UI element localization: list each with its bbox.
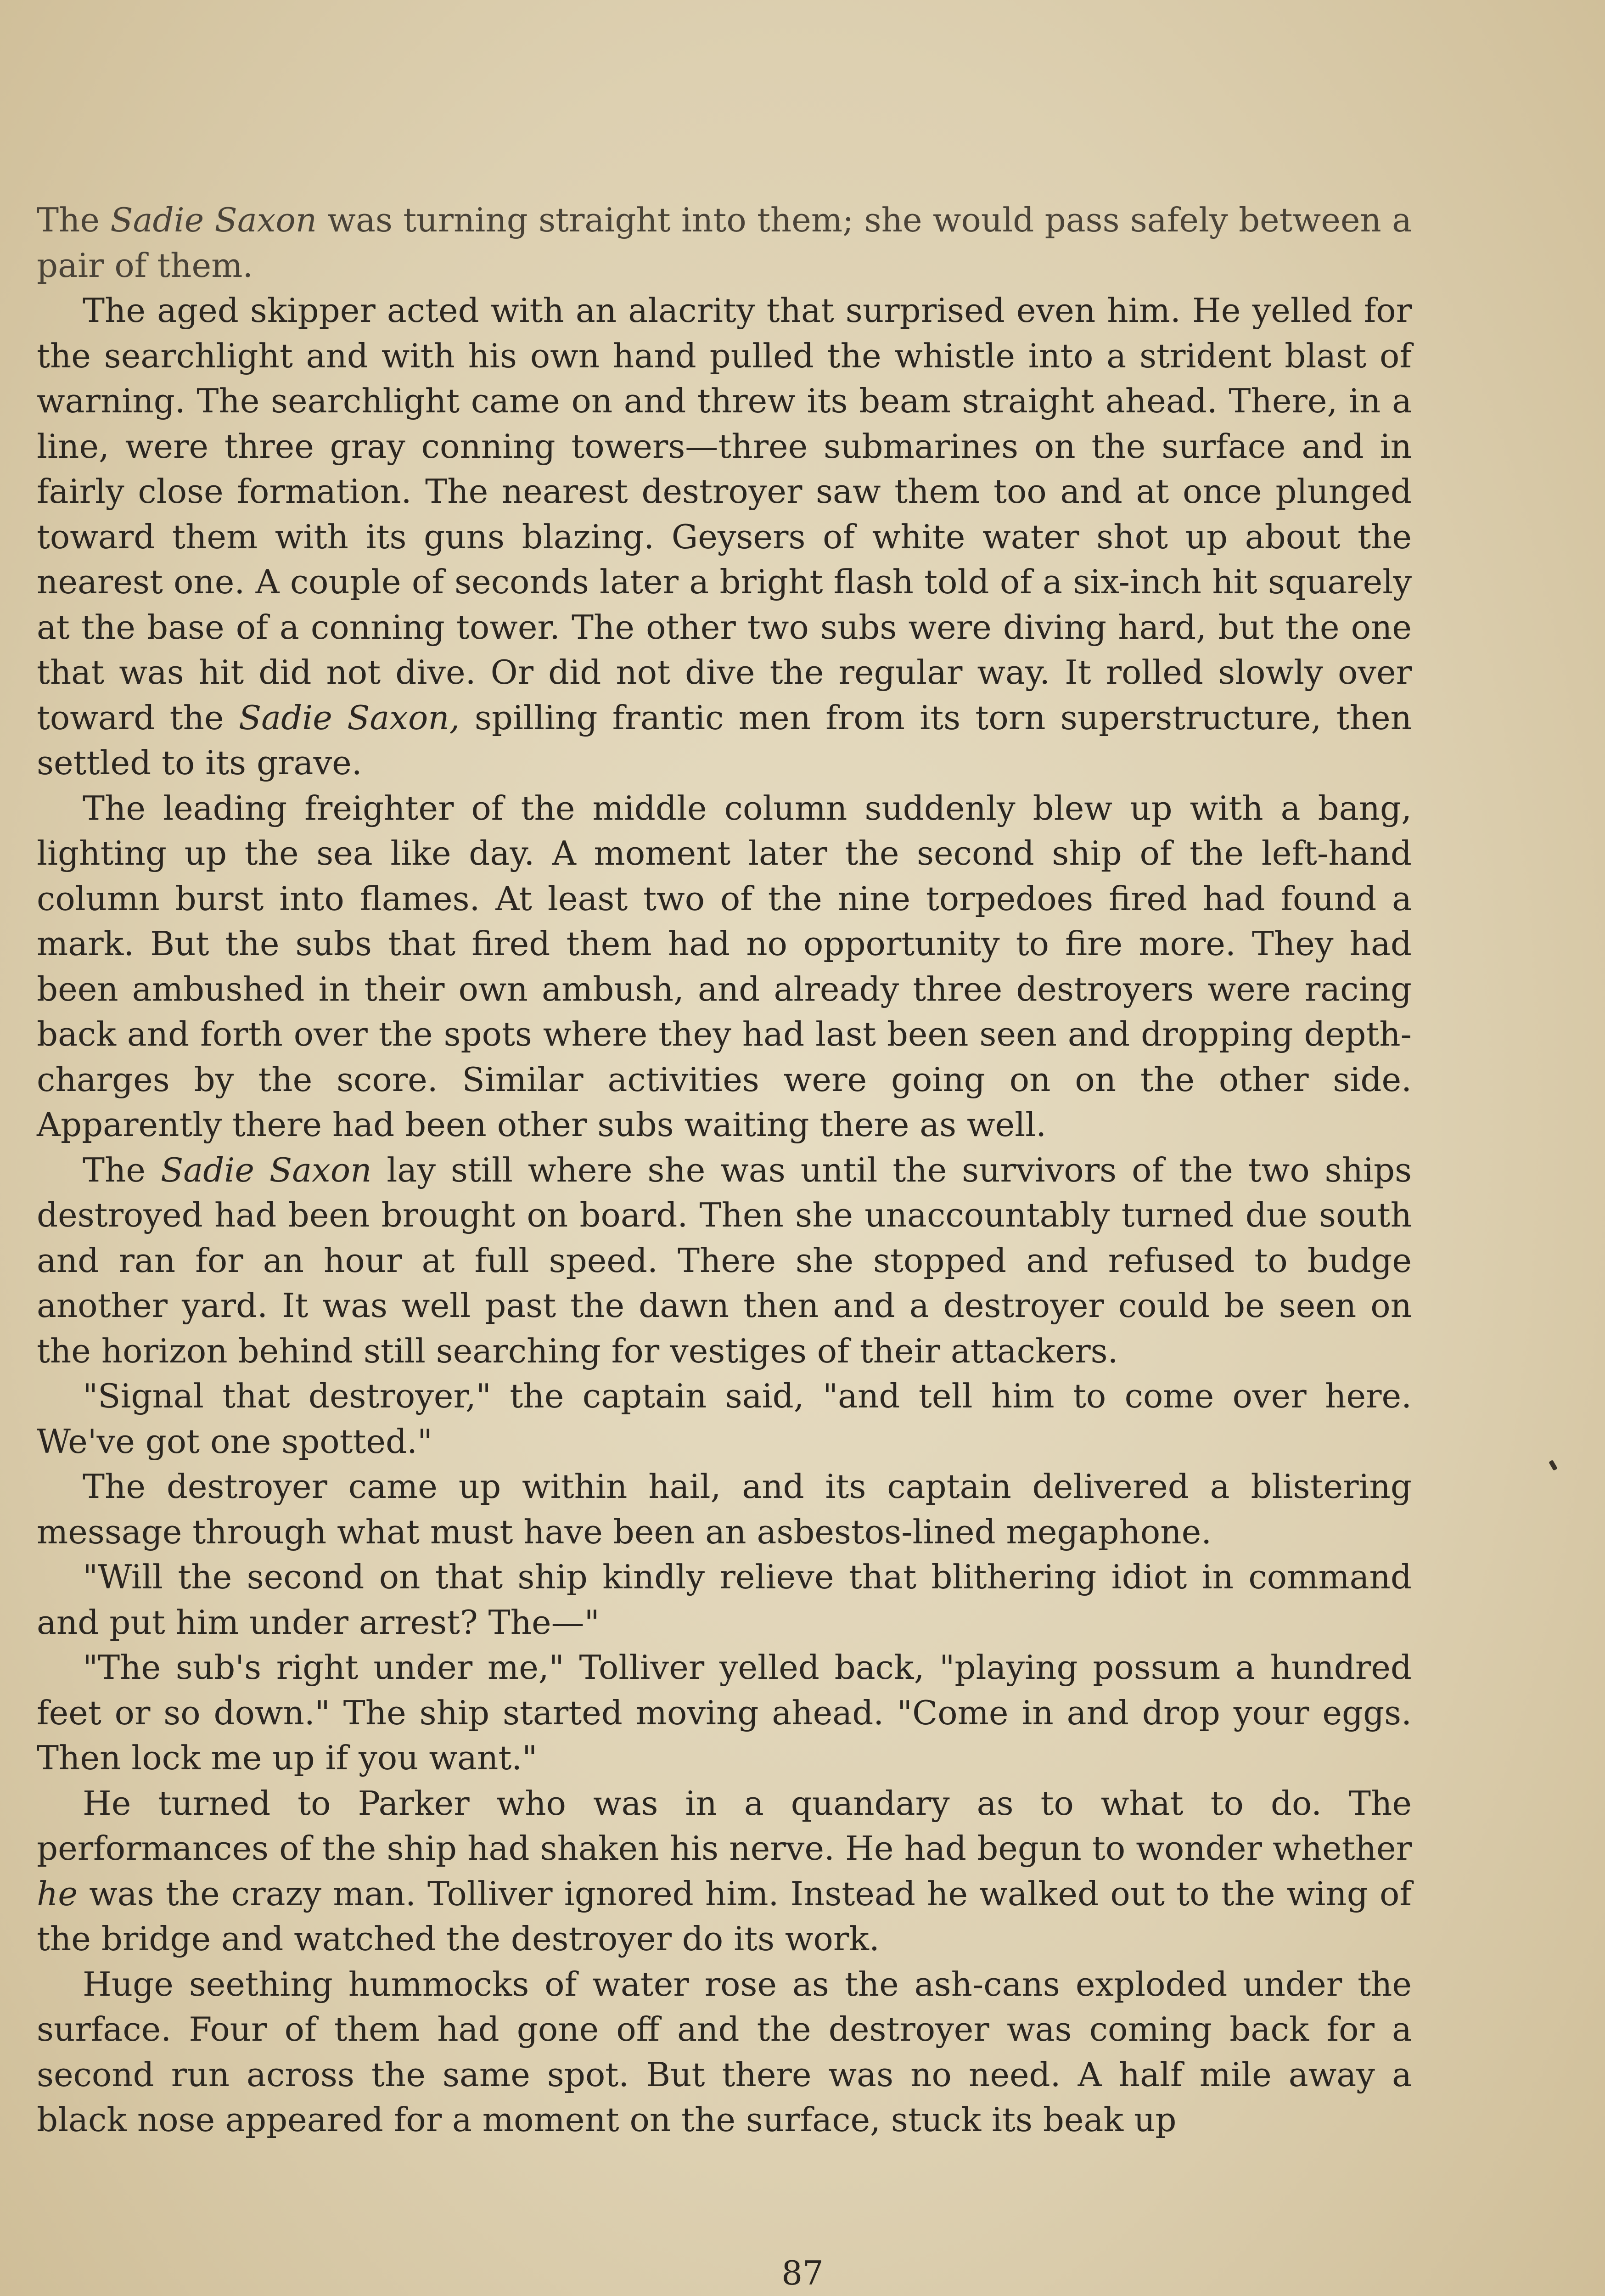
text-run: "Will the second on that ship kindly relieve that blithering idiot in command and put him under arrest? The—" [37,1558,1412,1642]
italic-text: Sadie Saxon, [238,698,460,737]
paragraph [37,1148,1412,1374]
paragraph [37,1373,1412,1464]
text-run: "The sub's right under me," Tolliver yelled back, "playing possum a hundred feet or so down." The ship started moving ahead. "Come in and drop your eggs. Then lock me up if you want." [37,1648,1412,1777]
text-run: "Signal that destroyer," the captain said, "and tell him to come over here. We've got one spotted." [37,1377,1412,1461]
paragraph [37,1962,1412,2143]
text-run: was turning straight into them; she would pass safely between a pair of them. [37,201,1412,285]
paragraph [37,1781,1412,1962]
paragraph [37,197,1412,288]
italic-text: he [37,1874,78,1913]
text-run: was the crazy man. Tolliver ignored him. Instead he walked out to the wing of the bridge and watched the destroyer do its work. [37,1874,1412,1958]
text-run: spilling frantic men from its torn superstructure, then settled to its grave. [37,698,1412,782]
paragraph [37,1554,1412,1645]
body-text [37,197,1412,2143]
page-number: 87 [781,2254,824,2292]
text-run: The leading freighter of the middle column suddenly blew up with a bang, lighting up the sea like day. A moment later the second ship of the left-hand column burst into flames. At least two of the nine torpedoes fired had found a mark. But the subs that fired them had no opportunity to fire more. They had been ambushed in their own ambush, and already three destroyers were racing back and forth over the spots where they had last been seen and dropping depth-charges by the score. Similar activities were going on on the other side. Apparently there had been other subs waiting there as well. [37,788,1412,1144]
paragraph [37,1645,1412,1781]
italic-text: Sadie Saxon [160,1150,372,1189]
paragraph [37,288,1412,786]
text-run: The [83,1150,161,1189]
italic-text: Sadie Saxon [110,201,317,239]
paragraph [37,1464,1412,1554]
text-run: lay still where she was until the survivors of the two ships destroyed had been brought on board. Then she unaccountably turned due south and ran for an hour at full speed. There she stopped and refused to budge another yard. It was well past the dawn then and a destroyer could be seen on the horizon behind still searching for vestiges of their attackers. [37,1150,1412,1370]
text-run: The aged skipper acted with an alacrity that surprised even him. He yelled for the searchlight and with his own hand pulled the whistle into a strident blast of warning. The searchlight came on and threw its beam straight ahead. There, in a line, were three gray conning towers—three submarines on the surface and in fairly close formation. The nearest destroyer saw them too and at once plunged toward them with its guns blazing. Geysers of white water shot up about the nearest one. A couple of seconds later a bright flash told of a six-inch hit squarely at the base of a conning tower. The other two subs were diving hard, but the one that was hit did not dive. Or did not dive the regular way. It rolled slowly over toward the [37,291,1412,737]
paragraph [37,786,1412,1148]
text-run: Huge seething hummocks of water rose as the ash-cans exploded under the surface. Four of them had gone off and the destroyer was coming back for a second run across the same spot. But there was no need. A half mile away a black nose appeared for a moment on the surface, stuck its beak up [37,1964,1412,2139]
text-run: The [37,201,111,239]
ink-speck [1549,1460,1558,1471]
text-run: He turned to Parker who was in a quandary as to what to do. The performances of the ship had shaken his nerve. He had begun to wonder whether [37,1784,1412,1868]
text-run: The destroyer came up within hail, and its captain delivered a blistering message through what must have been an asbestos-lined megaphone. [37,1467,1412,1551]
